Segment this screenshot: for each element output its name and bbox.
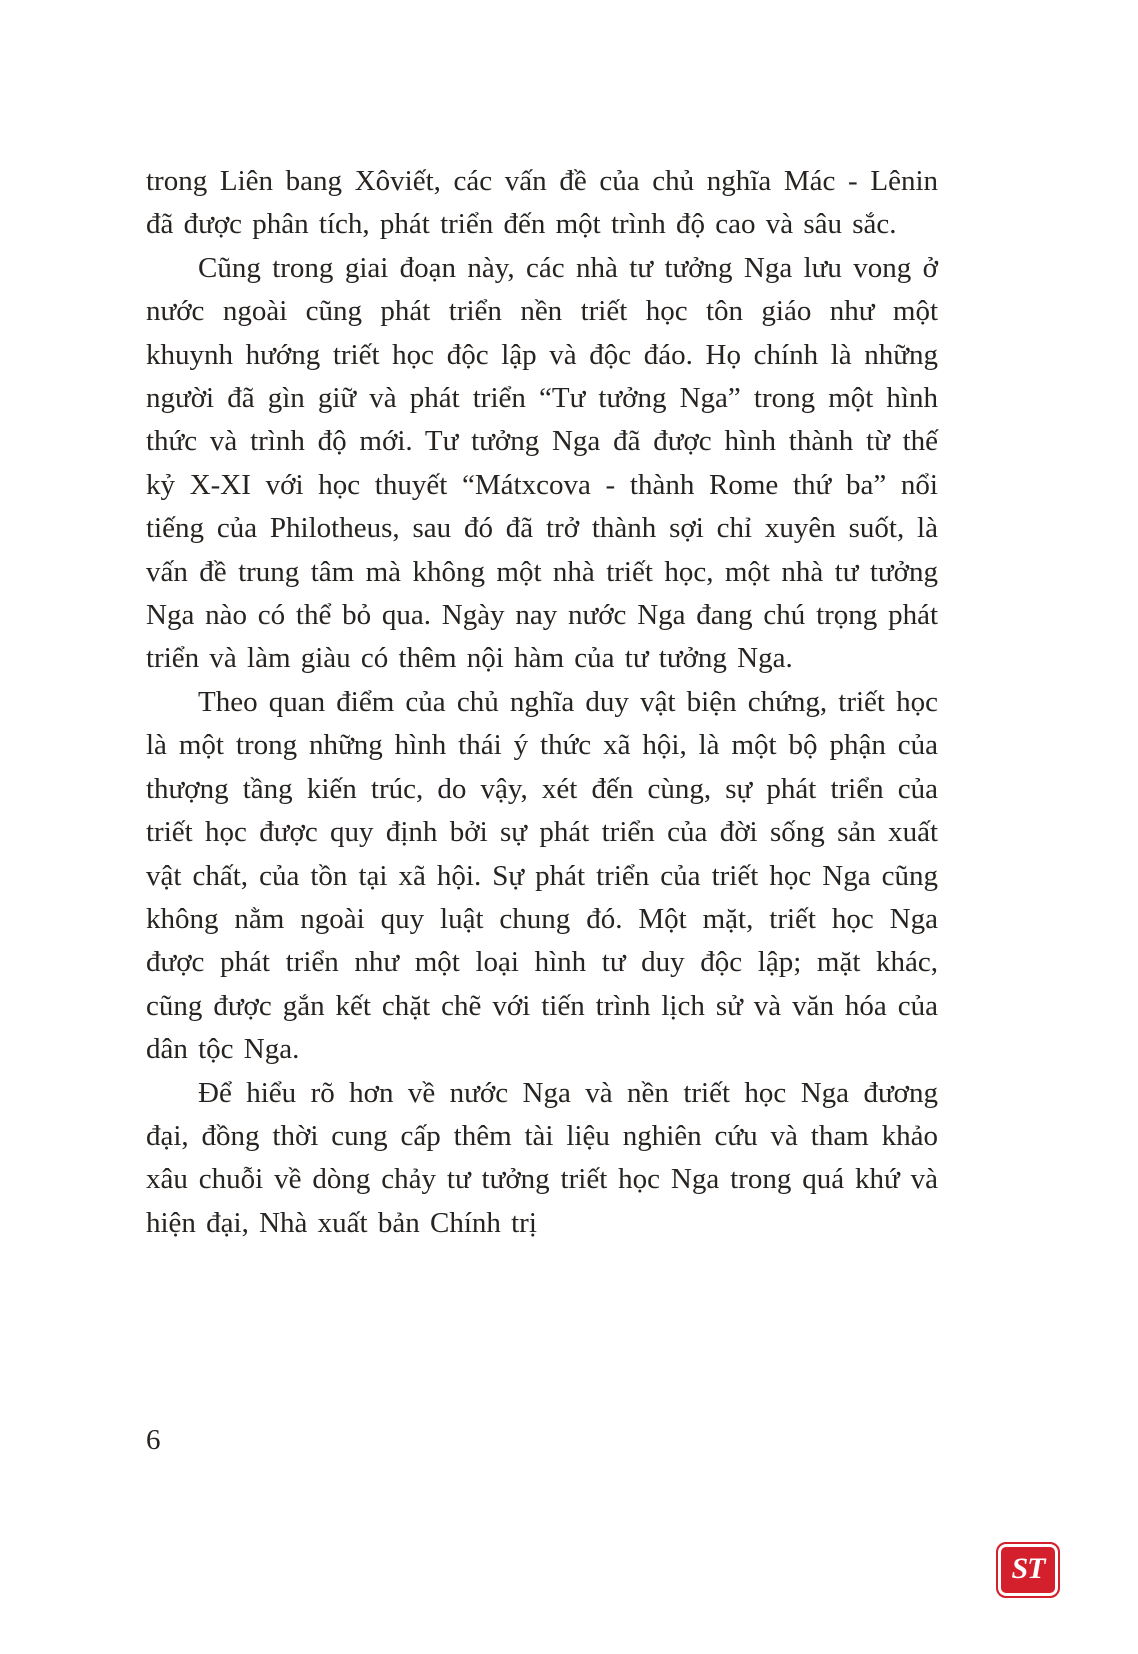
- paragraph: Cũng trong giai đoạn này, các nhà tư tưởng Nga lưu vong ở nước ngoài cũng phát triển nền triết học tôn giáo như một khuynh hướng triết học độc lập và độc đáo. Họ chính là những người đã gìn giữ và phát triển “Tư tưởng Nga” trong một hình thức và trình độ mới. Tư tưởng Nga đã được hình thành từ thế kỷ X-XI với học thuyết “Mátxcova - thành Rome thứ ba” nổi tiếng của Philotheus, sau đó đã trở thành sợi chỉ xuyên suốt, là vấn đề trung tâm mà không một nhà triết học, một nhà tư tưởng Nga nào có thể bỏ qua. Ngày nay nước Nga đang chú trọng phát triển và làm giàu có thêm nội hàm của tư tưởng Nga.: [146, 251, 938, 675]
- publisher-logo-text: ST: [1011, 1552, 1045, 1585]
- paragraph: Theo quan điểm của chủ nghĩa duy vật biện chứng, triết học là một trong những hình thái ý thức xã hội, là một bộ phận của thượng tầng kiến trúc, do vậy, xét đến cùng, sự phát triển của triết học được quy định bởi sự phát triển của đời sống sản xuất vật chất, của tồn tại xã hội. Sự phát triển của triết học Nga cũng không nằm ngoài quy luật chung đó. Một mặt, triết học Nga được phát triển như một loại hình tư duy độc lập; mặt khác, cũng được gắn kết chặt chẽ với tiến trình lịch sử và văn hóa của dân tộc Nga.: [146, 685, 938, 1066]
- publisher-logo: [996, 1542, 1060, 1598]
- paragraph-continuation: trong Liên bang Xôviết, các vấn đề của chủ nghĩa Mác - Lênin đã được phân tích, phát triển đến một trình độ cao và sâu sắc.: [146, 165, 938, 241]
- body-text: [146, 160, 938, 1245]
- page-number: 6: [146, 1424, 161, 1456]
- paragraph: Để hiểu rõ hơn về nước Nga và nền triết học Nga đương đại, đồng thời cung cấp thêm tài liệu nghiên cứu và tham khảo xâu chuỗi về dòng chảy tư tưởng triết học Nga trong quá khứ và hiện đại, Nhà xuất bản Chính trị: [146, 1076, 938, 1239]
